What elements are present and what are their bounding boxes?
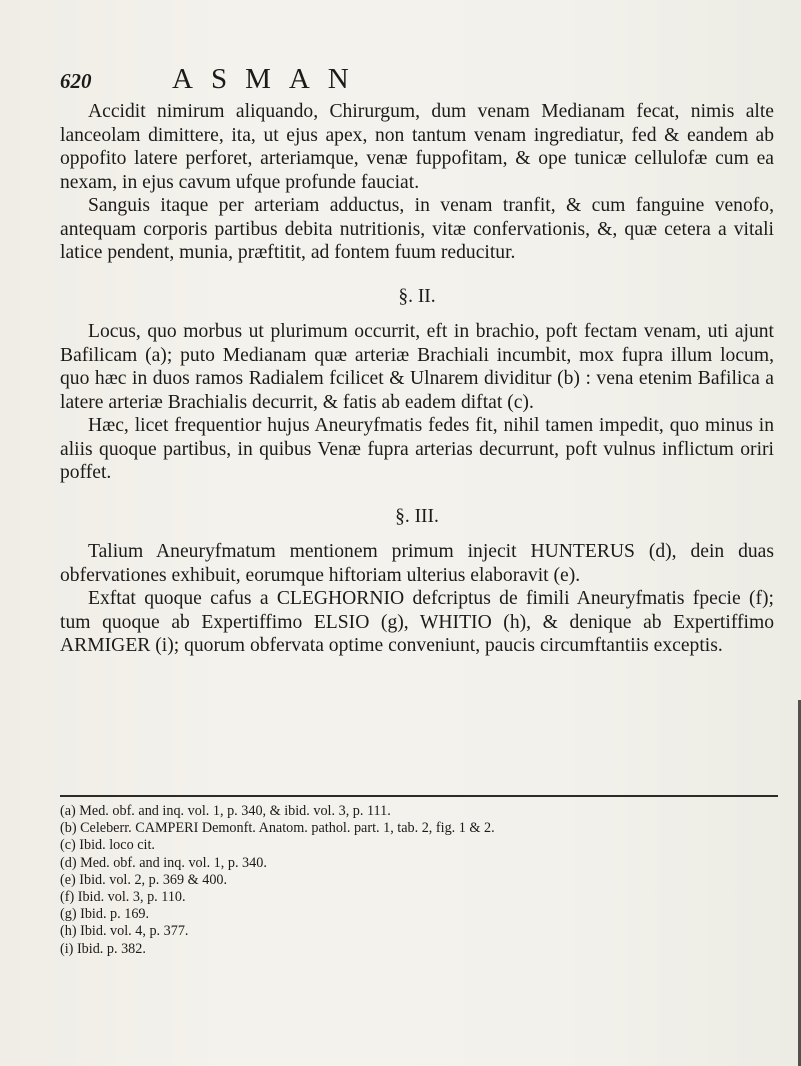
paragraph-3: Locus, quo morbus ut plurimum occurrit, eft in brachio, poft fectam venam, uti ajunt Bafilicam (a); puto Medianam quæ arteriæ Brachiali incumbit, mox fupra illum locum, quo hæc in duos ramos Radialem fcilicet & Ulnarem dividitur (b) : vena etenim Bafilica a latere arteriæ Brachialis decurrit, & fatis ab eadem diftat (c). xyxy=(60,321,774,413)
footnote-a: (a) Med. obf. and inq. vol. 1, p. 340, & ibid. vol. 3, p. 111. xyxy=(60,803,391,819)
footnotes xyxy=(60,803,774,958)
paragraph-1: Accidit nimirum aliquando, Chirurgum, dum venam Medianam fecat, nimis alte lanceolam dimittere, ita, ut ejus apex, non tantum venam ingrediatur, fed & eandem ab oppofito latere perforet, arteriamque, venæ fuppofitam, & ope tunicæ cellulofæ cum ea nexam, in ejus cavum ufque profunde fauciat. xyxy=(60,101,774,193)
paragraph-4: Hæc, licet frequentior hujus Aneuryfmatis fedes fit, nihil tamen impedit, quo minus in aliis quoque partibus, in quibus Venæ fupra arterias decurrunt, poft vulnus inflictum oriri poffet. xyxy=(60,415,774,483)
paragraph-2: Sanguis itaque per arteriam adductus, in venam tranfit, & cum fanguine venofo, antequam corporis partibus debita nutritionis, vitæ confervationis, &, quæ cetera a vitali latice pendent, munia, præftitit, ad fontem fuum reducitur. xyxy=(60,195,774,263)
footnote-d: (d) Med. obf. and inq. vol. 1, p. 340. xyxy=(60,854,267,871)
section-heading-3: §. III. xyxy=(395,505,439,527)
footnote-b: (b) Celeberr. CAMPERI Demonft. Anatom. pathol. part. 1, tab. 2, fig. 1 & 2. xyxy=(60,820,495,837)
footnote-i: (i) Ibid. p. 382. xyxy=(60,940,146,957)
footnote-g: (g) Ibid. p. 169. xyxy=(60,906,150,923)
footnote-f: (f) Ibid. vol. 3, p. 110. xyxy=(60,889,186,906)
body-text xyxy=(60,100,774,658)
footnote-h: (h) Ibid. vol. 4, p. 377. xyxy=(60,923,189,940)
running-head: ASMAN xyxy=(172,63,367,95)
footnote-c: (c) Ibid. loco cit. xyxy=(60,837,155,854)
paragraph-5: Talium Aneuryfmatum mentionem primum injecit HUNTERUS (d), dein duas obfervationes exhibuit, eorumque hiftoriam ulterius elaboravit (e). xyxy=(60,541,774,586)
page-header xyxy=(60,55,760,95)
footnote-e: (e) Ibid. vol. 2, p. 369 & 400. xyxy=(60,871,228,888)
page-number: 620 xyxy=(60,69,92,93)
paragraph-6: Exftat quoque cafus a CLEGHORNIO defcriptus de fimili Aneuryfmatis fpecie (f); tum quoque ab Expertiffimo ELSIO (g), WHITIO (h), & denique ab Expertiffimo ARMIGER (i); quorum obfervata optime conveniunt, paucis circumftantiis exceptis. xyxy=(60,588,774,656)
footnote-divider xyxy=(60,795,778,797)
section-heading-2: §. II. xyxy=(398,285,436,307)
